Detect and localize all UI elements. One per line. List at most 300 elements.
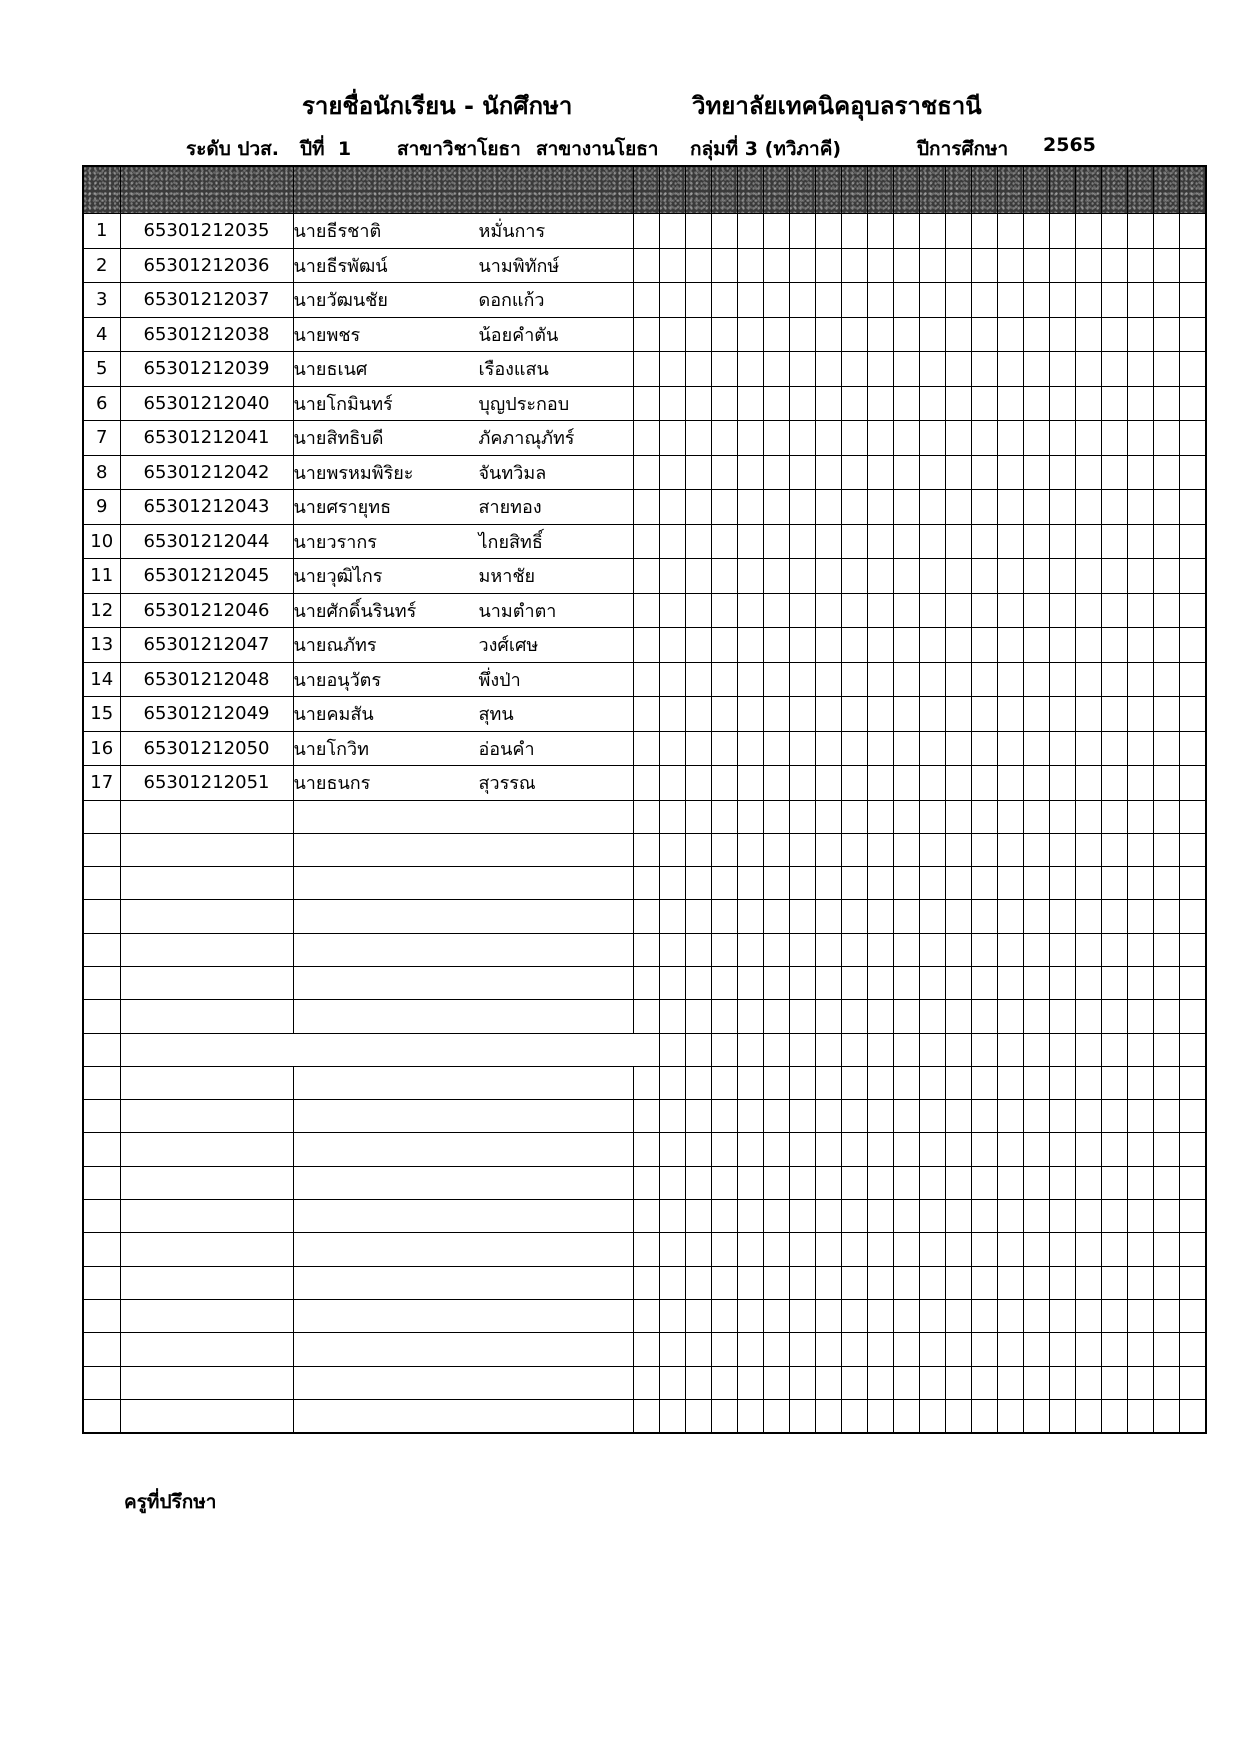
check-cell[interactable] [919, 662, 945, 697]
check-cell[interactable] [945, 1100, 971, 1133]
check-cell[interactable] [1180, 1133, 1206, 1166]
check-cell[interactable] [971, 697, 997, 732]
check-cell[interactable] [659, 455, 685, 490]
check-cell[interactable] [893, 1366, 919, 1399]
check-cell[interactable] [1102, 386, 1128, 421]
check-cell[interactable] [763, 1033, 789, 1066]
check-cell[interactable] [1050, 933, 1076, 966]
check-cell[interactable] [1180, 283, 1206, 318]
check-cell[interactable] [789, 1200, 815, 1233]
check-cell[interactable] [919, 490, 945, 525]
check-cell[interactable] [1023, 352, 1049, 387]
check-cell[interactable] [971, 1266, 997, 1299]
check-cell[interactable] [1154, 1166, 1180, 1199]
check-cell[interactable] [789, 628, 815, 663]
check-cell[interactable] [1102, 1399, 1128, 1433]
check-cell[interactable] [1102, 283, 1128, 318]
check-cell[interactable] [815, 766, 841, 801]
check-cell[interactable] [1154, 1299, 1180, 1332]
check-cell[interactable] [633, 1066, 659, 1099]
check-cell[interactable] [1076, 283, 1102, 318]
check-cell[interactable] [971, 662, 997, 697]
check-cell[interactable] [633, 1399, 659, 1433]
check-cell[interactable] [763, 593, 789, 628]
check-cell[interactable] [971, 966, 997, 999]
check-cell[interactable] [1180, 421, 1206, 456]
student-id[interactable] [120, 900, 293, 933]
check-cell[interactable] [1050, 386, 1076, 421]
check-cell[interactable] [815, 1299, 841, 1332]
check-cell[interactable] [711, 1233, 737, 1266]
check-cell[interactable] [841, 900, 867, 933]
check-cell[interactable] [1154, 1000, 1180, 1033]
check-cell[interactable] [841, 214, 867, 249]
check-cell[interactable] [1076, 933, 1102, 966]
check-cell[interactable] [1154, 1266, 1180, 1299]
check-cell[interactable] [789, 800, 815, 833]
check-cell[interactable] [815, 1333, 841, 1366]
check-cell[interactable] [971, 731, 997, 766]
check-cell[interactable] [659, 283, 685, 318]
check-cell[interactable] [789, 352, 815, 387]
check-cell[interactable] [867, 524, 893, 559]
check-cell[interactable] [633, 283, 659, 318]
check-cell[interactable] [1023, 900, 1049, 933]
check-cell[interactable] [789, 1366, 815, 1399]
check-cell[interactable] [789, 731, 815, 766]
check-cell[interactable] [841, 1066, 867, 1099]
check-cell[interactable] [841, 966, 867, 999]
check-cell[interactable] [711, 933, 737, 966]
check-cell[interactable] [1154, 697, 1180, 732]
check-cell[interactable] [737, 628, 763, 663]
check-cell[interactable] [945, 1399, 971, 1433]
check-cell[interactable] [763, 628, 789, 663]
check-cell[interactable] [1023, 1333, 1049, 1366]
check-cell[interactable] [789, 1100, 815, 1133]
check-cell[interactable] [815, 662, 841, 697]
check-cell[interactable] [997, 1100, 1023, 1133]
check-cell[interactable] [1050, 662, 1076, 697]
check-cell[interactable] [841, 697, 867, 732]
check-cell[interactable] [1180, 490, 1206, 525]
check-cell[interactable] [815, 966, 841, 999]
check-cell[interactable] [1050, 1366, 1076, 1399]
check-cell[interactable] [867, 933, 893, 966]
check-cell[interactable] [1180, 1399, 1206, 1433]
check-cell[interactable] [1128, 833, 1154, 866]
student-id[interactable] [120, 1200, 293, 1233]
check-cell[interactable] [711, 1299, 737, 1332]
check-cell[interactable] [789, 933, 815, 966]
check-cell[interactable] [737, 731, 763, 766]
check-cell[interactable] [633, 352, 659, 387]
check-cell[interactable] [815, 490, 841, 525]
check-cell[interactable] [971, 1066, 997, 1099]
check-cell[interactable] [1128, 800, 1154, 833]
check-cell[interactable] [1050, 628, 1076, 663]
check-cell[interactable] [711, 1366, 737, 1399]
check-cell[interactable] [841, 1333, 867, 1366]
check-cell[interactable] [711, 1333, 737, 1366]
check-cell[interactable] [893, 455, 919, 490]
check-cell[interactable] [1180, 833, 1206, 866]
check-cell[interactable] [1128, 1299, 1154, 1332]
check-cell[interactable] [1102, 214, 1128, 249]
check-cell[interactable] [893, 867, 919, 900]
check-cell[interactable] [945, 283, 971, 318]
check-cell[interactable] [893, 490, 919, 525]
check-cell[interactable] [815, 1399, 841, 1433]
check-cell[interactable] [893, 1200, 919, 1233]
check-cell[interactable] [1050, 867, 1076, 900]
check-cell[interactable] [893, 900, 919, 933]
check-cell[interactable] [1128, 352, 1154, 387]
check-cell[interactable] [763, 1100, 789, 1133]
check-cell[interactable] [841, 1033, 867, 1066]
check-cell[interactable] [1076, 800, 1102, 833]
check-cell[interactable] [971, 352, 997, 387]
check-cell[interactable] [685, 559, 711, 594]
check-cell[interactable] [841, 593, 867, 628]
check-cell[interactable] [1050, 833, 1076, 866]
check-cell[interactable] [867, 1333, 893, 1366]
check-cell[interactable] [633, 800, 659, 833]
check-cell[interactable] [997, 455, 1023, 490]
check-cell[interactable] [763, 966, 789, 999]
check-cell[interactable] [1023, 1200, 1049, 1233]
check-cell[interactable] [633, 833, 659, 866]
check-cell[interactable] [763, 731, 789, 766]
check-cell[interactable] [867, 1100, 893, 1133]
check-cell[interactable] [919, 283, 945, 318]
check-cell[interactable] [971, 283, 997, 318]
check-cell[interactable] [789, 1166, 815, 1199]
student-id[interactable] [120, 1000, 293, 1033]
check-cell[interactable] [1128, 248, 1154, 283]
check-cell[interactable] [685, 766, 711, 801]
student-id[interactable] [120, 1100, 293, 1133]
check-cell[interactable] [685, 833, 711, 866]
check-cell[interactable] [1102, 867, 1128, 900]
check-cell[interactable] [841, 1399, 867, 1433]
check-cell[interactable] [763, 248, 789, 283]
check-cell[interactable] [893, 421, 919, 456]
check-cell[interactable] [1102, 1033, 1128, 1066]
check-cell[interactable] [919, 386, 945, 421]
check-cell[interactable] [1023, 559, 1049, 594]
check-cell[interactable] [945, 628, 971, 663]
check-cell[interactable] [711, 900, 737, 933]
check-cell[interactable] [867, 559, 893, 594]
check-cell[interactable] [971, 1299, 997, 1332]
check-cell[interactable] [711, 697, 737, 732]
check-cell[interactable] [1180, 1366, 1206, 1399]
check-cell[interactable] [867, 628, 893, 663]
check-cell[interactable] [1076, 1100, 1102, 1133]
check-cell[interactable] [945, 800, 971, 833]
check-cell[interactable] [1102, 1133, 1128, 1166]
check-cell[interactable] [919, 766, 945, 801]
check-cell[interactable] [633, 628, 659, 663]
check-cell[interactable] [789, 1299, 815, 1332]
check-cell[interactable] [659, 524, 685, 559]
check-cell[interactable] [945, 1333, 971, 1366]
check-cell[interactable] [1154, 1133, 1180, 1166]
check-cell[interactable] [1050, 1033, 1076, 1066]
check-cell[interactable] [1128, 421, 1154, 456]
check-cell[interactable] [685, 1200, 711, 1233]
check-cell[interactable] [1128, 455, 1154, 490]
check-cell[interactable] [1023, 421, 1049, 456]
check-cell[interactable] [867, 900, 893, 933]
check-cell[interactable] [867, 731, 893, 766]
student-id[interactable] [120, 1333, 293, 1366]
check-cell[interactable] [893, 1333, 919, 1366]
check-cell[interactable] [685, 317, 711, 352]
check-cell[interactable] [1128, 1100, 1154, 1133]
check-cell[interactable] [841, 386, 867, 421]
check-cell[interactable] [685, 1399, 711, 1433]
check-cell[interactable] [763, 933, 789, 966]
check-cell[interactable] [659, 766, 685, 801]
check-cell[interactable] [1180, 455, 1206, 490]
check-cell[interactable] [841, 283, 867, 318]
check-cell[interactable] [659, 1166, 685, 1199]
check-cell[interactable] [737, 1166, 763, 1199]
check-cell[interactable] [997, 1333, 1023, 1366]
check-cell[interactable] [1128, 1066, 1154, 1099]
check-cell[interactable] [919, 214, 945, 249]
check-cell[interactable] [867, 766, 893, 801]
check-cell[interactable] [633, 1266, 659, 1299]
check-cell[interactable] [633, 421, 659, 456]
check-cell[interactable] [815, 1000, 841, 1033]
check-cell[interactable] [685, 731, 711, 766]
check-cell[interactable] [867, 697, 893, 732]
check-cell[interactable] [997, 524, 1023, 559]
check-cell[interactable] [1128, 283, 1154, 318]
check-cell[interactable] [945, 1200, 971, 1233]
check-cell[interactable] [1154, 662, 1180, 697]
student-id[interactable] [120, 966, 293, 999]
check-cell[interactable] [659, 1133, 685, 1166]
check-cell[interactable] [711, 317, 737, 352]
student-name[interactable] [293, 900, 633, 933]
check-cell[interactable] [1180, 662, 1206, 697]
check-cell[interactable] [971, 248, 997, 283]
check-cell[interactable] [1102, 966, 1128, 999]
check-cell[interactable] [971, 386, 997, 421]
check-cell[interactable] [789, 317, 815, 352]
check-cell[interactable] [685, 1100, 711, 1133]
check-cell[interactable] [737, 524, 763, 559]
check-cell[interactable] [633, 1166, 659, 1199]
check-cell[interactable] [1102, 800, 1128, 833]
check-cell[interactable] [1050, 800, 1076, 833]
check-cell[interactable] [1050, 1233, 1076, 1266]
student-name[interactable] [293, 1066, 633, 1099]
check-cell[interactable] [815, 1266, 841, 1299]
check-cell[interactable] [867, 662, 893, 697]
check-cell[interactable] [1023, 1033, 1049, 1066]
check-cell[interactable] [841, 248, 867, 283]
check-cell[interactable] [893, 1000, 919, 1033]
check-cell[interactable] [945, 1299, 971, 1332]
check-cell[interactable] [659, 900, 685, 933]
check-cell[interactable] [737, 214, 763, 249]
check-cell[interactable] [763, 1266, 789, 1299]
check-cell[interactable] [815, 248, 841, 283]
check-cell[interactable] [711, 1266, 737, 1299]
check-cell[interactable] [893, 731, 919, 766]
check-cell[interactable] [737, 697, 763, 732]
check-cell[interactable] [1128, 1033, 1154, 1066]
check-cell[interactable] [685, 800, 711, 833]
check-cell[interactable] [633, 731, 659, 766]
check-cell[interactable] [815, 455, 841, 490]
check-cell[interactable] [1050, 731, 1076, 766]
check-cell[interactable] [1023, 966, 1049, 999]
check-cell[interactable] [1050, 697, 1076, 732]
check-cell[interactable] [815, 386, 841, 421]
check-cell[interactable] [1076, 352, 1102, 387]
check-cell[interactable] [1154, 1366, 1180, 1399]
student-name[interactable] [293, 1333, 633, 1366]
check-cell[interactable] [1076, 1233, 1102, 1266]
check-cell[interactable] [1154, 317, 1180, 352]
check-cell[interactable] [971, 833, 997, 866]
check-cell[interactable] [1154, 731, 1180, 766]
check-cell[interactable] [1023, 1000, 1049, 1033]
check-cell[interactable] [815, 628, 841, 663]
check-cell[interactable] [893, 1033, 919, 1066]
check-cell[interactable] [1154, 559, 1180, 594]
check-cell[interactable] [919, 1066, 945, 1099]
check-cell[interactable] [711, 766, 737, 801]
check-cell[interactable] [945, 421, 971, 456]
check-cell[interactable] [789, 697, 815, 732]
check-cell[interactable] [1076, 524, 1102, 559]
student-id[interactable] [120, 1399, 293, 1433]
check-cell[interactable] [997, 1233, 1023, 1266]
check-cell[interactable] [659, 1299, 685, 1332]
check-cell[interactable] [815, 1366, 841, 1399]
check-cell[interactable] [1050, 559, 1076, 594]
student-name[interactable] [293, 1233, 633, 1266]
check-cell[interactable] [815, 1100, 841, 1133]
check-cell[interactable] [971, 1133, 997, 1166]
check-cell[interactable] [685, 421, 711, 456]
check-cell[interactable] [1154, 1200, 1180, 1233]
check-cell[interactable] [893, 1266, 919, 1299]
check-cell[interactable] [633, 933, 659, 966]
check-cell[interactable] [1076, 1000, 1102, 1033]
check-cell[interactable] [867, 966, 893, 999]
check-cell[interactable] [1180, 900, 1206, 933]
check-cell[interactable] [1023, 628, 1049, 663]
check-cell[interactable] [685, 933, 711, 966]
check-cell[interactable] [893, 662, 919, 697]
check-cell[interactable] [815, 1166, 841, 1199]
check-cell[interactable] [1154, 1333, 1180, 1366]
check-cell[interactable] [1154, 214, 1180, 249]
check-cell[interactable] [1102, 1366, 1128, 1399]
check-cell[interactable] [1076, 1266, 1102, 1299]
check-cell[interactable] [1076, 1333, 1102, 1366]
check-cell[interactable] [815, 524, 841, 559]
check-cell[interactable] [659, 662, 685, 697]
student-name[interactable] [293, 1000, 633, 1033]
check-cell[interactable] [1154, 421, 1180, 456]
check-cell[interactable] [971, 1000, 997, 1033]
check-cell[interactable] [1050, 1399, 1076, 1433]
check-cell[interactable] [763, 867, 789, 900]
student-name[interactable] [293, 867, 633, 900]
check-cell[interactable] [685, 1366, 711, 1399]
student-name[interactable] [293, 1366, 633, 1399]
check-cell[interactable] [1154, 766, 1180, 801]
check-cell[interactable] [711, 352, 737, 387]
check-cell[interactable] [685, 697, 711, 732]
check-cell[interactable] [945, 248, 971, 283]
check-cell[interactable] [737, 1033, 763, 1066]
check-cell[interactable] [815, 559, 841, 594]
check-cell[interactable] [1180, 1233, 1206, 1266]
check-cell[interactable] [867, 1133, 893, 1166]
check-cell[interactable] [867, 833, 893, 866]
check-cell[interactable] [763, 1133, 789, 1166]
check-cell[interactable] [789, 386, 815, 421]
check-cell[interactable] [1128, 214, 1154, 249]
check-cell[interactable] [971, 933, 997, 966]
check-cell[interactable] [1023, 1100, 1049, 1133]
student-id[interactable] [120, 800, 293, 833]
check-cell[interactable] [1128, 559, 1154, 594]
check-cell[interactable] [971, 1366, 997, 1399]
check-cell[interactable] [1128, 628, 1154, 663]
check-cell[interactable] [997, 421, 1023, 456]
student-id[interactable] [120, 1133, 293, 1166]
check-cell[interactable] [1128, 1266, 1154, 1299]
check-cell[interactable] [633, 559, 659, 594]
check-cell[interactable] [685, 900, 711, 933]
check-cell[interactable] [1023, 800, 1049, 833]
check-cell[interactable] [867, 1066, 893, 1099]
check-cell[interactable] [685, 490, 711, 525]
check-cell[interactable] [789, 1033, 815, 1066]
check-cell[interactable] [763, 386, 789, 421]
check-cell[interactable] [763, 800, 789, 833]
check-cell[interactable] [633, 1100, 659, 1133]
check-cell[interactable] [1050, 1266, 1076, 1299]
check-cell[interactable] [1050, 524, 1076, 559]
student-name[interactable] [293, 1299, 633, 1332]
check-cell[interactable] [1076, 1133, 1102, 1166]
check-cell[interactable] [945, 317, 971, 352]
check-cell[interactable] [1050, 490, 1076, 525]
check-cell[interactable] [659, 490, 685, 525]
check-cell[interactable] [893, 1133, 919, 1166]
check-cell[interactable] [1076, 490, 1102, 525]
check-cell[interactable] [633, 386, 659, 421]
check-cell[interactable] [997, 900, 1023, 933]
check-cell[interactable] [1180, 1266, 1206, 1299]
check-cell[interactable] [997, 559, 1023, 594]
check-cell[interactable] [1050, 283, 1076, 318]
check-cell[interactable] [1076, 1066, 1102, 1099]
check-cell[interactable] [1154, 386, 1180, 421]
